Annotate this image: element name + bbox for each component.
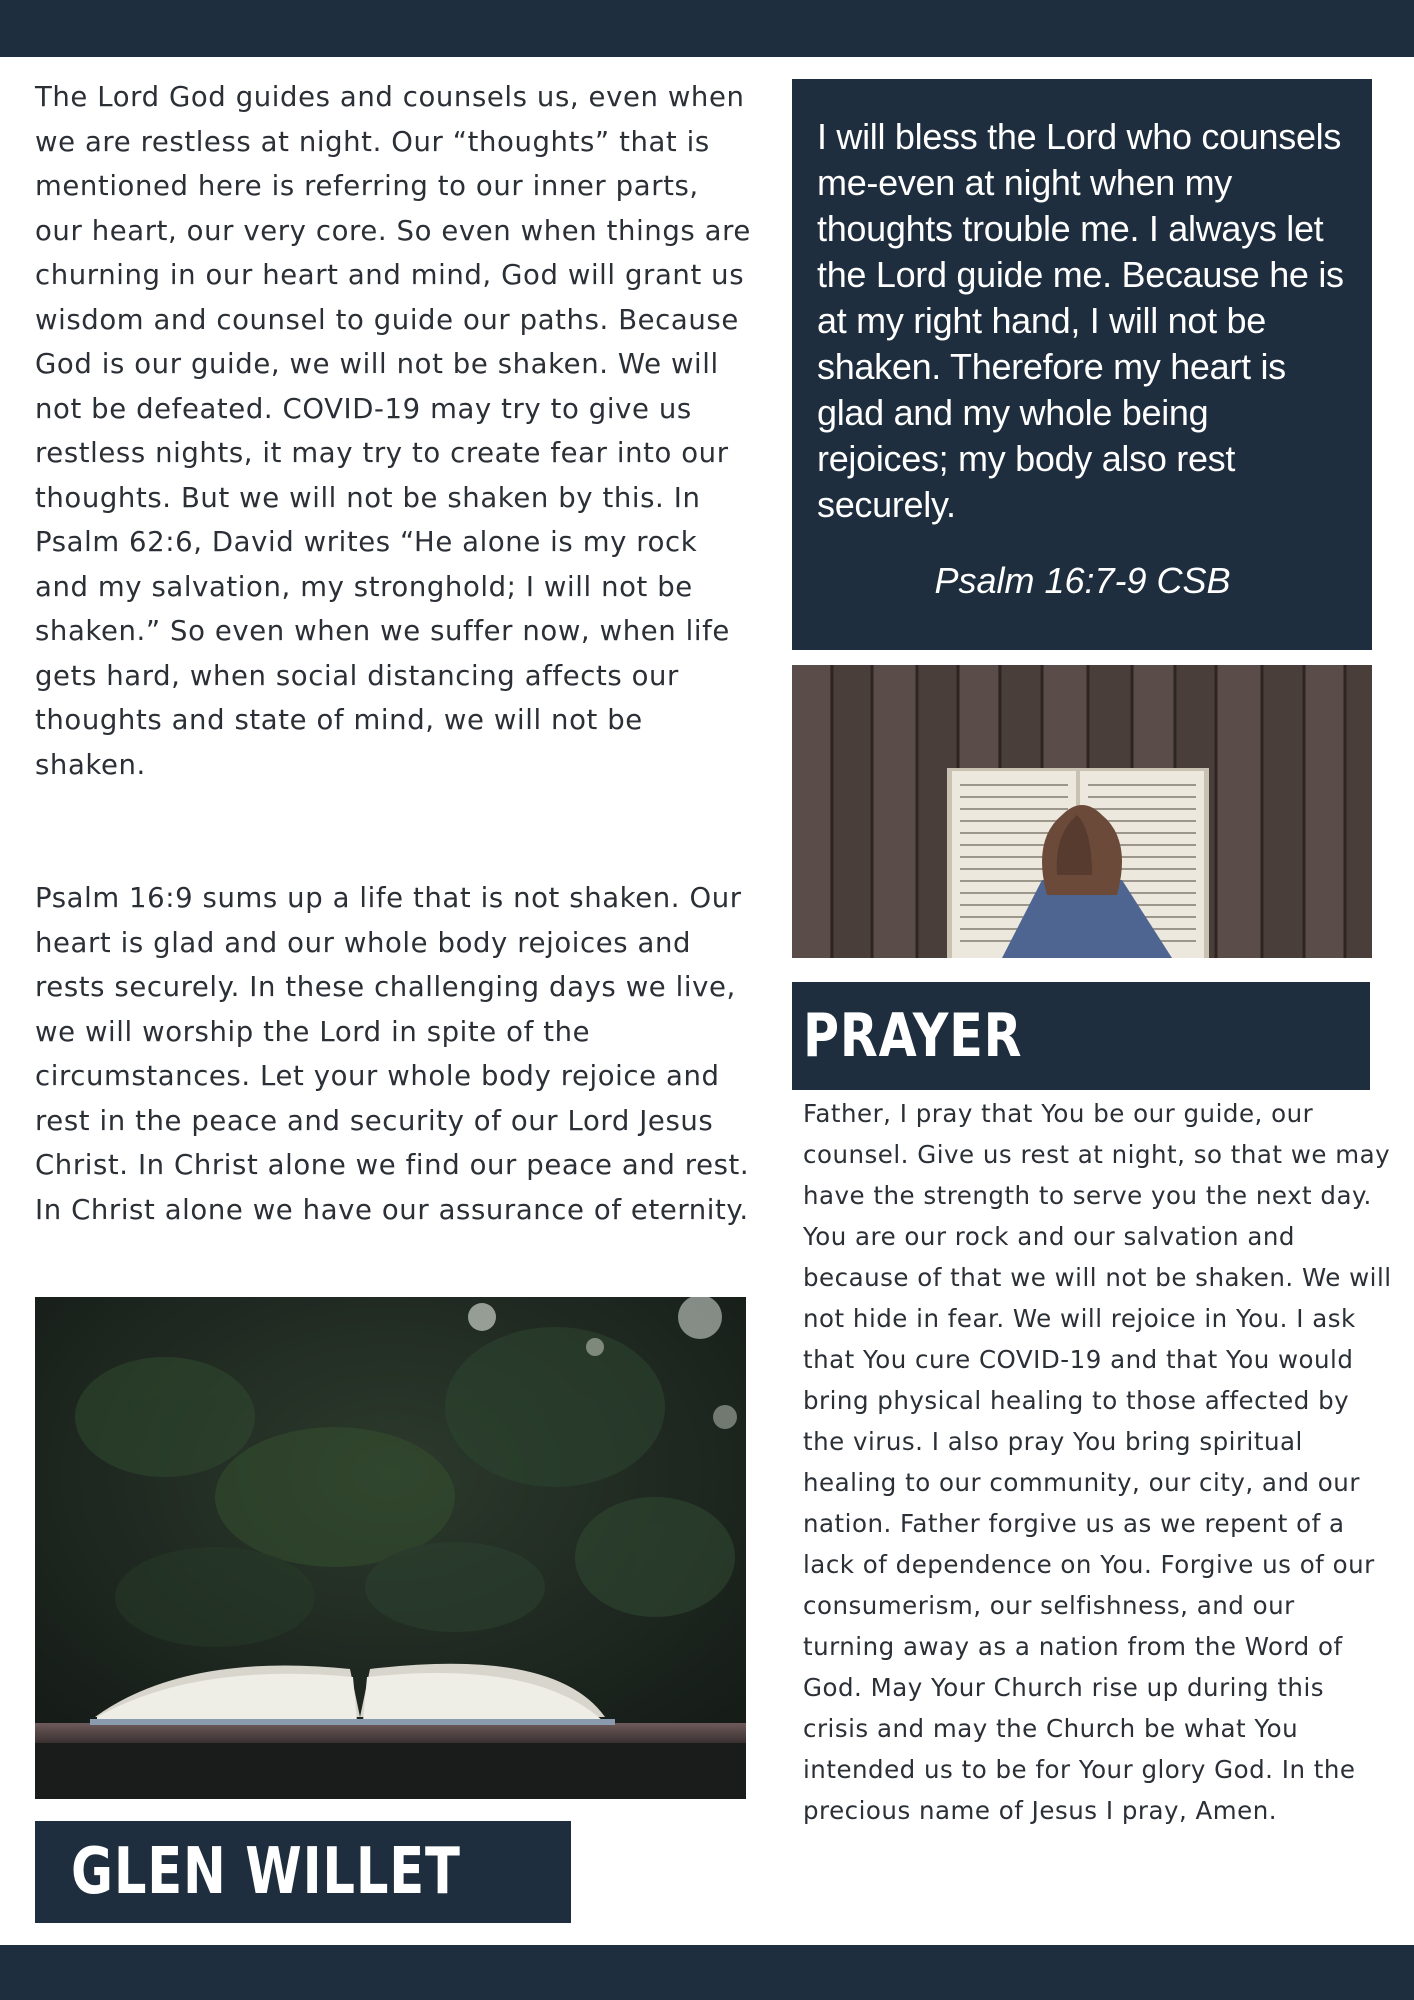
praying-hands-illustration — [792, 665, 1372, 958]
author-name: GLEN WILLET — [71, 1835, 461, 1909]
scripture-text: I will bless the Lord who counsels me-even at night when my thoughts trouble me. I always let the Lord guide me. Because he is at my right hand, I will not be shaken. Therefore my heart is glad and my whole being rejoices; my body also rest securely. — [817, 116, 1344, 525]
author-banner — [35, 1821, 571, 1923]
article-paragraph-1: The Lord God guides and counsels us, even when we are restless at night. Our “thoughts” that is mentioned here is referring to our inner parts, our heart, our very core. So even when things are churning in our heart and mind, God will grant us wisdom and counsel to guide our paths. Because God is our guide, we will not be shaken. We will not be defeated. COVID-19 may try to give us restless nights, it may try to create fear into our thoughts. But we will not be shaken by this. In Psalm 62:6, David writes “He alone is my rock and my salvation, my stronghold; I will not be shaken.” So even when we suffer now, when life gets hard, when social distancing affects our thoughts and state of mind, we will not be shaken. — [35, 81, 751, 781]
prayer-title: PRAYER — [803, 1001, 1023, 1071]
open-book-illustration — [35, 1297, 746, 1799]
top-banner — [0, 0, 1414, 57]
prayer-banner — [792, 982, 1370, 1090]
scripture-reference: Psalm 16:7-9 CSB — [934, 560, 1231, 601]
prayer-text: Father, I pray that You be our guide, our counsel. Give us rest at night, so that we may have the strength to serve you the next day. You are our rock and our salvation and because of that we will not be shaken. We will not hide in fear. We will rejoice in You. I ask that You cure COVID-19 and that You would bring physical healing to those affected by the virus. I also pray You bring spiritual healing to our community, our city, and our nation. Father forgive us as we repent of a lack of dependence on You. Forgive us of our consumerism, our selfishness, and our turning away as a nation from the Word of God. May Your Church rise up during this crisis and may the Church be what You intended us to be for Your glory God. In the precious name of Jesus I pray, Amen. — [803, 1099, 1392, 1825]
bottom-banner — [0, 1945, 1414, 2000]
praying-hands-photo — [792, 665, 1372, 958]
article-paragraph-2: Psalm 16:9 sums up a life that is not shaken. Our heart is glad and our whole body rejoices and rests securely. In these challenging days we live, we will worship the Lord in spite of the circumstances. Let your whole body rejoice and rest in the peace and security of our Lord Jesus Christ. In Christ alone we find our peace and rest. In Christ alone we have our assurance of eternity. — [35, 882, 750, 1226]
scripture-callout — [792, 79, 1372, 650]
open-book-photo — [35, 1297, 746, 1799]
